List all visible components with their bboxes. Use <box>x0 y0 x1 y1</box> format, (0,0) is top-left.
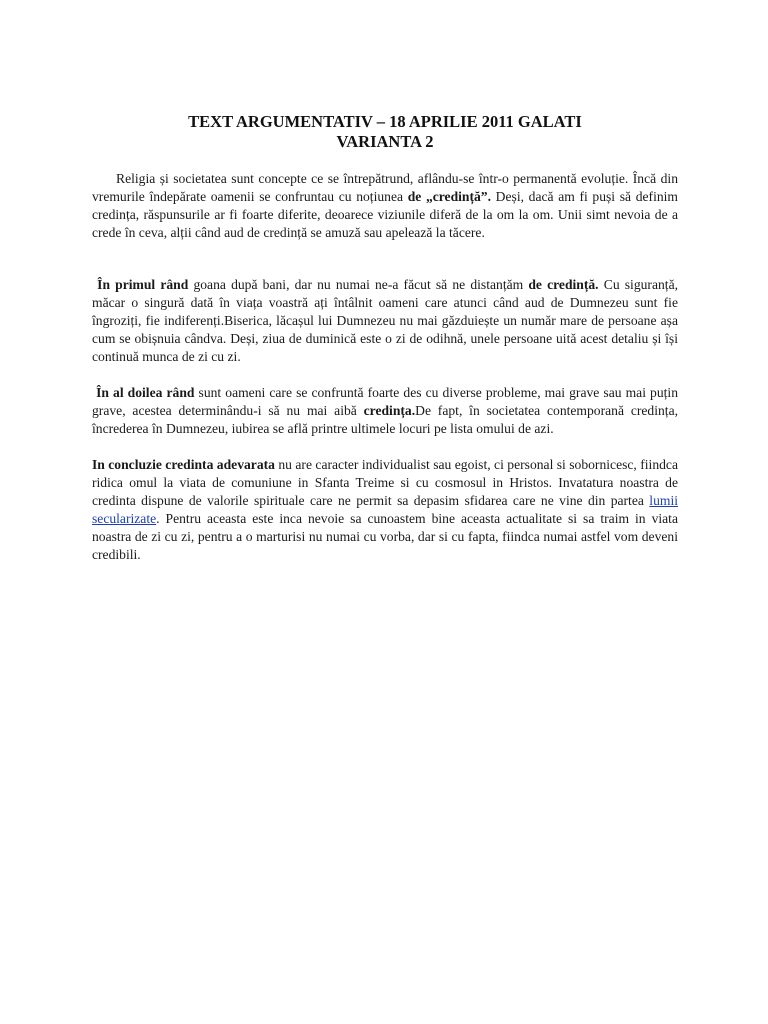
paragraph-second-argument <box>92 384 678 438</box>
document-page <box>92 112 678 564</box>
paragraph-conclusion-text-1: nu are caracter individualist sau egoist, ci personal si sobornicesc, fiindca ridica omul la viata de comuniune in Sfanta Treime si cu cosmosul in Hristos. Invatatura noastra de credinta dispune de valorile spirituale care ne permit sa depasim sfidarea care ne vine din partea <box>92 457 678 508</box>
paragraph-second-text-1: sunt oameni care se confruntă foarte des cu diverse probleme, mai grave sau mai puțin grave, acestea determinându-i să nu mai aibă <box>92 385 679 418</box>
paragraph-intro-text-1: Religia și societatea sunt concepte ce se întrepătrund, aflându-se într-o permanentă evoluție. Încă din vremurile îndepărate oamenii se confruntau cu noțiunea <box>92 171 678 204</box>
title-line-1: TEXT ARGUMENTATIV – 18 APRILIE 2011 GALATI <box>188 112 582 131</box>
document-title <box>92 112 678 152</box>
paragraph-first-bold-2: de credință. <box>528 277 599 292</box>
title-line-2: VARIANTA 2 <box>336 132 434 151</box>
paragraph-second-text-2: De fapt, în societatea contemporană credința, încrederea în Dumnezeu, iubirea se află printre ultimele locuri pe lista omului de azi. <box>92 403 678 436</box>
paragraph-first-bold-1: În primul rând <box>97 277 189 292</box>
paragraph-first-text-2: Cu siguranță, măcar o singură dată în viața voastră ați întâlnit oameni care atunci când aud de Dumnezeu sunt fie îngroziți, fie indiferenți.Biserica, lăcașul lui Dumnezeu nu mai găzduiește un număr mare de persoane așa cum se obișnuia cândva. Deși, ziua de duminică este o zi de odihnă, unele persoane uită acest detaliu și își continuă munca de zi cu zi. <box>92 277 678 364</box>
paragraph-first-text-1: goana după bani, dar nu numai ne-a făcut să ne distanțăm <box>188 277 529 292</box>
paragraph-second-bold-2: credința. <box>363 403 416 418</box>
paragraph-second-bold-1: În al doilea rând <box>96 385 195 400</box>
lumii-secularizate-link[interactable]: lumii secularizate <box>92 493 678 526</box>
paragraph-intro <box>92 170 678 242</box>
paragraph-conclusion <box>92 456 678 564</box>
paragraph-intro-bold-1: de „credință”. <box>407 189 492 204</box>
paragraph-conclusion-bold-1: In concluzie credinta adevarata <box>92 457 275 472</box>
paragraph-conclusion-text-2: . Pentru aceasta este inca nevoie sa cunoastem bine aceasta actualitate si sa traim in viata noastra de zi cu zi, pentru a o marturisi nu numai cu vorba, dar si cu fapta, fiindca numai astfel vom deveni credibili. <box>92 511 678 562</box>
paragraph-first-argument <box>92 276 678 366</box>
paragraph-intro-text-2: Deși, dacă am fi puși să definim credința, răspunsurile ar fi foarte diferite, deoarece viziunile diferă de la om la om. Unii simt nevoia de a crede în ceva, alții când aud de credință se amuză sau apelează la tăcere. <box>92 189 679 240</box>
